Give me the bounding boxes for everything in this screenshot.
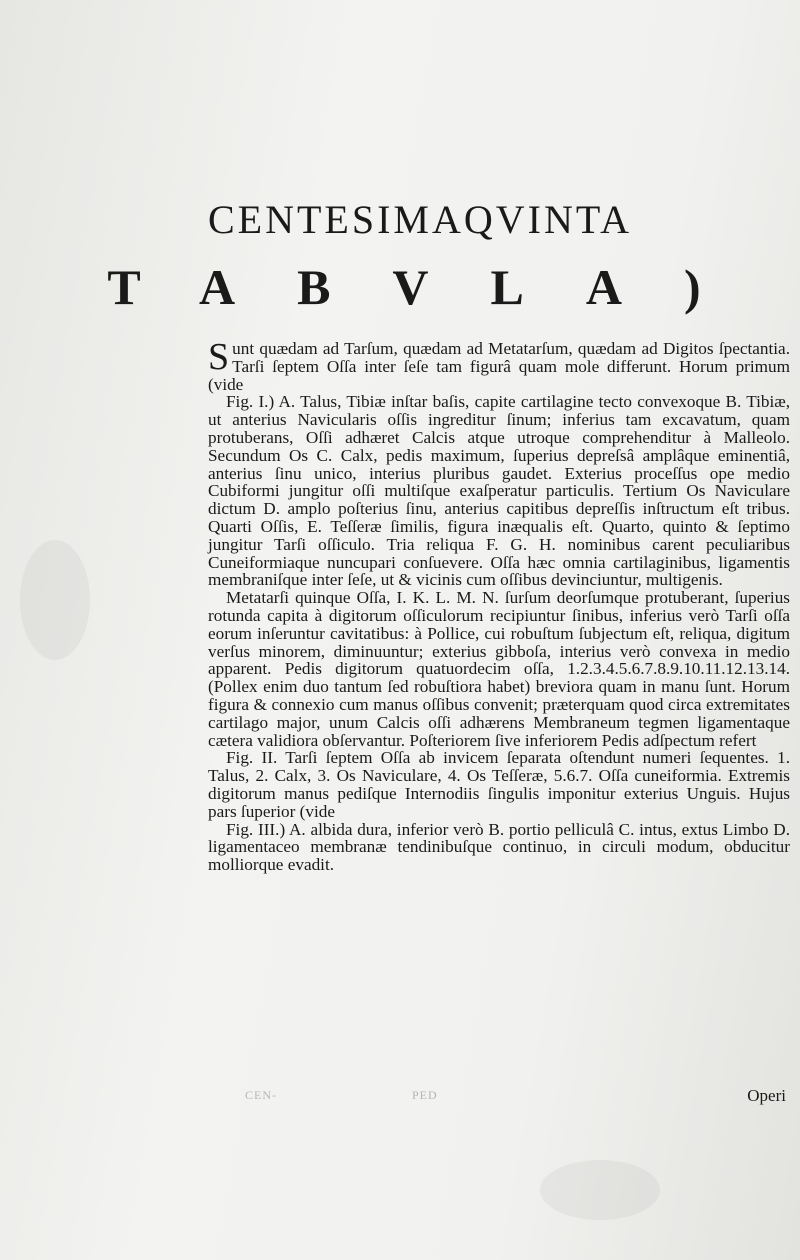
paragraph-1-text: unt quædam ad Tarſum, quædam ad Metatarſum, quædam ad Digitos ſpectantia. Tarſi ſeptem Oſſa inter ſeſe tam figurâ quam mole differunt. Horum primum (vide: [208, 339, 790, 394]
heading-line-1: CENTESIMAQVINTA: [208, 197, 632, 242]
catchword: Operi: [747, 1086, 786, 1105]
body-text: [208, 336, 790, 875]
paper-stain: [540, 1160, 660, 1220]
drop-cap: S: [208, 336, 230, 378]
paragraph-4: Fig. II. Tarſi ſeptem Oſſa ab invicem ſeparata oſtendunt numeri ſequentes. 1. Talus, 2. Calx, 3. Os Naviculare, 4. Os Teſſeræ, 5.6.7. Oſſa cuneiformia. Extremis digitorum manus pediſque Internodiis ſingulis imponitur exterius Unguis. Hujus pars ſuperior (vide: [208, 748, 790, 821]
bleedthrough-text-2: PED: [412, 1088, 438, 1102]
heading-line-2: TABVLA): [107, 259, 763, 315]
paragraph-5: Fig. III.) A. albida dura, inferior verò B. portio pelliculâ C. intus, extus Limbo D. ligamentaceo membranæ tendinibuſque continuo, in circuli modum, obducitur molliorque evadit.: [208, 819, 790, 875]
paragraph-1: [208, 336, 790, 394]
paragraph-3: Metatarſi quinque Oſſa, I. K. L. M. N. ſurſum deorſumque protuberant, ſuperius rotunda capita à digitorum oſſiculorum recipiuntur ſinibus, inferius verò Tarſi oſſa eorum inſeruntur cavitatibus: à Pollice, cui robuſtum ſubjectum eſt, reliqua, digitum verſus minorem, diminuuntur; exterius gibboſa, interius verò convexa in medio apparent. Pedis digitorum quatuordecim oſſa, 1.2.3.4.5.6.7.8.9.10.11.12.13.14. (Pollex enim duo tantum ſed robuſtiora habet) breviora quam in manu ſunt. Horum figura & connexio cum manus oſſibus convenit; præterquam quod circa extremitates cartilago major, unum Calcis oſſi adhærens Membraneum tegmen ligamentaque cætera validiora obſervantur. Poſteriorem ſive inferiorem Pedis adſpectum refert: [208, 588, 790, 750]
paragraph-2: Fig. I.) A. Talus, Tibiæ inſtar baſis, capite cartilagine tecto convexoque B. Tibiæ, ut anterius Navicularis oſſis ingreditur ſinum; inferius tam excavatum, quam protuberans, Oſſi adhæret Calcis atque utroque comprehenditur à Malleolo. Secundum Os C. Calx, pedis maximum, ſuperius depreſsâ amplâque eminentiâ, anterius ſinu unico, interius pluribus gaudet. Exterius proceſſus ope medio Cubiformi jungitur oſſi multiſque exaſperatur particulis. Tertium Os Naviculare dictum D. amplo poſterius ſinu, anterius capitibus depreſſis inſtructum eſt tribus. Quarti Oſſis, E. Teſſeræ ſimilis, figura inæqualis eſt. Quarto, quinto & ſeptimo jungitur Tarſi oſſiculo. Tria reliqua F. G. H. nominibus carent peculiaribus Cuneiformiaque nuncupari conſuevere. Oſſa hæc omnia cartilaginibus, ligamentis membraniſque inter ſeſe, ut & vicinis cum oſſibus devinciuntur, multigenis.: [208, 392, 790, 590]
bleedthrough-text-1: CEN-: [245, 1088, 277, 1102]
paper-stain: [20, 540, 90, 660]
